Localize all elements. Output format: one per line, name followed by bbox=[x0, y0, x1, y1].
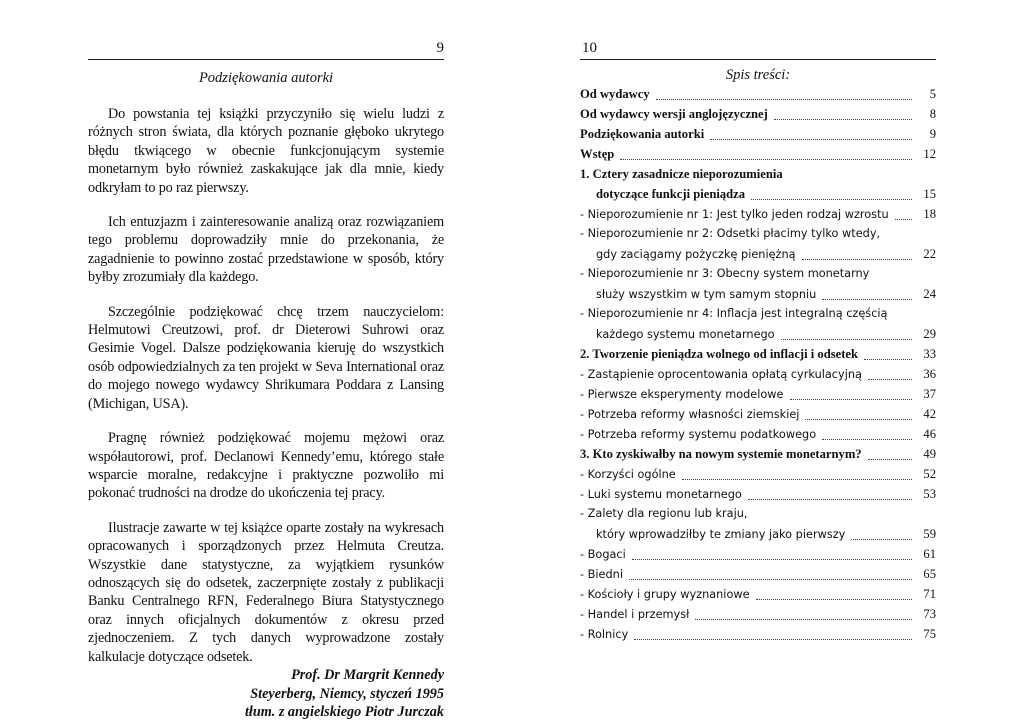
toc-entry-page: 5 bbox=[929, 87, 936, 101]
toc-leader-dots bbox=[864, 350, 912, 360]
toc-entry-label: - Biedni bbox=[580, 568, 623, 581]
toc-entry[interactable] bbox=[580, 544, 936, 564]
toc-entry[interactable] bbox=[580, 624, 936, 644]
toc-entry[interactable] bbox=[580, 84, 936, 104]
toc-entry-page: 75 bbox=[923, 627, 936, 641]
toc-entry-label: - Potrzeba reformy systemu podatkowego bbox=[580, 428, 817, 441]
toc-entry[interactable] bbox=[580, 364, 936, 384]
toc-entry-label: - Zalety dla regionu lub kraju, bbox=[580, 507, 748, 520]
toc-entry-page: 9 bbox=[929, 127, 936, 141]
toc-entry-label: - Kościoły i grupy wyznaniowe bbox=[580, 588, 750, 601]
toc-entry[interactable] bbox=[580, 324, 936, 344]
toc-entry-page: 49 bbox=[923, 447, 936, 461]
paragraph: Szczególnie podziękować chcę trzem nauczycielom: Helmutowi Creutzowi, prof. dr Dieterowi Suhrowi oraz Gesimie Vogel. Dalsze podziękowania kieruję do wszystkich osób odpowiedzialnych za ten projekt w Seva International oraz do mojego nowego wydawcy Shrikumara Poddara z Lansing (Michigan, USA). bbox=[88, 303, 444, 412]
paragraph: Ich entuzjazm i zainteresowanie analizą oraz rozwiązaniem tego problemu doprowadziły mnie do przekonania, że zagadnienie to powinno zostać przedstawione w sposób, który byłby zrozumiały dla każdego. bbox=[88, 214, 444, 286]
toc-leader-dots bbox=[756, 590, 912, 600]
toc-leader-dots bbox=[802, 250, 912, 260]
toc-entry-label: - Nieporozumienie nr 2: Odsetki płacimy tylko wtedy, bbox=[580, 227, 881, 240]
toc-entry-label: - Zastąpienie oprocentowania opłatą cyrkulacyjną bbox=[580, 368, 862, 381]
toc-entry[interactable] bbox=[580, 444, 936, 464]
toc-entry-page: 15 bbox=[923, 187, 936, 201]
toc-entry-label: Wstęp bbox=[580, 147, 615, 161]
toc-leader-dots bbox=[710, 130, 912, 140]
toc-leader-dots bbox=[634, 630, 912, 640]
toc-title: Spis treści: bbox=[725, 67, 791, 83]
toc-leader-dots bbox=[774, 110, 912, 120]
signature-block bbox=[88, 666, 444, 722]
right-header-rule bbox=[580, 59, 936, 60]
toc-entry[interactable] bbox=[580, 164, 936, 184]
paragraph: Pragnę również podziękować mojemu mężowi oraz współautorowi, prof. Declanowi Kennedy’emu, którego stałe wsparcie moralne, redakcyjne i praktyczne pozwoliło mi pokonać trudności na drodze do ukończenia tej pracy. bbox=[88, 430, 444, 502]
acknowledgements-body bbox=[88, 105, 444, 722]
toc-leader-dots bbox=[695, 610, 912, 620]
toc-entry[interactable] bbox=[580, 204, 936, 224]
toc-entry-page: 53 bbox=[923, 487, 936, 501]
toc-entry-page: 37 bbox=[923, 387, 936, 401]
right-page-number: 10 bbox=[582, 40, 597, 56]
toc-entry-page: 61 bbox=[923, 547, 936, 561]
toc-entry-page: 22 bbox=[923, 247, 936, 261]
toc-entry-label: - Rolnicy bbox=[580, 628, 629, 641]
toc-entry-label: - Korzyści ogólne bbox=[580, 468, 676, 481]
toc-entry-label: - Nieporozumienie nr 1: Jest tylko jeden rodzaj wzrostu bbox=[580, 208, 889, 221]
toc-entry-page: 42 bbox=[923, 407, 936, 421]
toc-entry-page: 12 bbox=[923, 147, 936, 161]
paragraph: Do powstania tej książki przyczyniło się wielu ludzi z różnych stron świata, dla których poznanie głęboko ukrytego błędu tkwiącego w obecnie funkcjonującym systemie monetarnym było również zaskakujące jak dla mnie, kiedy odkryłam to po raz pierwszy. bbox=[88, 106, 444, 196]
toc-leader-dots bbox=[620, 150, 912, 160]
toc-leader-dots bbox=[748, 490, 912, 500]
toc-leader-dots bbox=[682, 470, 912, 480]
toc-entry[interactable] bbox=[580, 404, 936, 424]
toc-entry[interactable] bbox=[580, 224, 936, 244]
toc-leader-dots bbox=[895, 210, 912, 220]
toc-entry-label: służy wszystkim w tym samym stopniu bbox=[596, 288, 817, 301]
toc-entry-label: każdego systemu monetarnego bbox=[596, 328, 775, 341]
toc-entry[interactable] bbox=[580, 104, 936, 124]
toc-entry[interactable] bbox=[580, 484, 936, 504]
toc-entry-label: - Nieporozumienie nr 4: Inflacja jest integralną częścią bbox=[580, 307, 888, 320]
toc-leader-dots bbox=[805, 410, 912, 420]
table-of-contents bbox=[580, 84, 936, 644]
toc-leader-dots bbox=[868, 450, 912, 460]
toc-entry[interactable] bbox=[580, 384, 936, 404]
toc-entry[interactable] bbox=[580, 584, 936, 604]
toc-entry[interactable] bbox=[580, 344, 936, 364]
toc-entry-label: - Potrzeba reformy własności ziemskiej bbox=[580, 408, 800, 421]
toc-entry[interactable] bbox=[580, 604, 936, 624]
toc-entry-page: 33 bbox=[923, 347, 936, 361]
left-header-rule bbox=[88, 59, 444, 60]
toc-entry-label: 3. Kto zyskiwałby na nowym systemie monetarnym? bbox=[580, 447, 862, 461]
acknowledgements-title: Podziękowania autorki bbox=[198, 70, 334, 86]
signature-author: Prof. Dr Margrit Kennedy bbox=[291, 666, 444, 683]
toc-entry[interactable] bbox=[580, 464, 936, 484]
toc-entry-page: 36 bbox=[923, 367, 936, 381]
toc-leader-dots bbox=[751, 190, 912, 200]
toc-entry-page: 24 bbox=[923, 287, 936, 301]
toc-entry[interactable] bbox=[580, 564, 936, 584]
toc-entry[interactable] bbox=[580, 424, 936, 444]
toc-entry-label: 1. Cztery zasadnicze nieporozumienia bbox=[580, 167, 783, 181]
paragraph: Ilustracje zawarte w tej książce oparte zostały na wykresach opracowanych i sporządzonych przez Helmuta Creutza. Wszystkie dane statystyczne, za wyjątkiem rysunków odnoszących się do odsetek, zaczerpnięte zostały z publikacji Banku Centralnego RFN, Federalnego Biura Statystycznego oraz innych oficjalnych dokumentów z okresu przed zjednoczeniem. Z tych danych wyprowadzone zostały kalkulacje dotyczące odsetek. bbox=[88, 519, 444, 665]
toc-entry-label: Od wydawcy wersji anglojęzycznej bbox=[580, 107, 768, 121]
toc-entry[interactable] bbox=[580, 184, 936, 204]
toc-entry[interactable] bbox=[580, 264, 936, 284]
toc-entry-label: gdy zaciągamy pożyczkę pieniężną bbox=[596, 248, 796, 261]
toc-leader-dots bbox=[790, 390, 913, 400]
toc-entry-label: dotyczące funkcji pieniądza bbox=[596, 187, 746, 201]
toc-entry[interactable] bbox=[580, 304, 936, 324]
toc-entry-label: Od wydawcy bbox=[580, 87, 650, 101]
toc-entry[interactable] bbox=[580, 284, 936, 304]
toc-entry-page: 18 bbox=[923, 207, 936, 221]
signature-place-date: Steyerberg, Niemcy, styczeń 1995 bbox=[250, 685, 444, 702]
toc-entry-label: - Handel i przemysł bbox=[580, 608, 690, 621]
left-page-number: 9 bbox=[436, 40, 444, 56]
toc-entry-label: - Bogaci bbox=[580, 548, 626, 561]
toc-entry-page: 52 bbox=[923, 467, 936, 481]
toc-leader-dots bbox=[781, 330, 912, 340]
toc-entry-label: który wprowadziłby te zmiany jako pierwszy bbox=[596, 528, 846, 541]
toc-leader-dots bbox=[822, 430, 912, 440]
toc-entry-label: - Nieporozumienie nr 3: Obecny system monetarny bbox=[580, 267, 870, 280]
toc-leader-dots bbox=[851, 530, 912, 540]
toc-entry-page: 46 bbox=[923, 427, 936, 441]
toc-entry-page: 29 bbox=[923, 327, 936, 341]
toc-entry[interactable] bbox=[580, 244, 936, 264]
toc-entry-page: 71 bbox=[923, 587, 936, 601]
toc-entry[interactable] bbox=[580, 124, 936, 144]
toc-entry[interactable] bbox=[580, 504, 936, 524]
toc-entry-label: - Luki systemu monetarnego bbox=[580, 488, 742, 501]
toc-entry-page: 73 bbox=[923, 607, 936, 621]
toc-leader-dots bbox=[656, 90, 912, 100]
toc-entry[interactable] bbox=[580, 524, 936, 544]
toc-leader-dots bbox=[629, 570, 912, 580]
toc-entry-label: - Pierwsze eksperymenty modelowe bbox=[580, 388, 784, 401]
toc-entry-page: 65 bbox=[923, 567, 936, 581]
signature-translator: tłum. z angielskiego Piotr Jurczak bbox=[244, 704, 444, 721]
toc-entry-page: 59 bbox=[923, 527, 936, 541]
toc-leader-dots bbox=[822, 290, 912, 300]
toc-entry[interactable] bbox=[580, 144, 936, 164]
toc-leader-dots bbox=[868, 370, 912, 380]
toc-leader-dots bbox=[632, 550, 912, 560]
toc-entry-label: Podziękowania autorki bbox=[580, 127, 705, 141]
toc-entry-page: 8 bbox=[929, 107, 936, 121]
toc-entry-label: 2. Tworzenie pieniądza wolnego od inflacji i odsetek bbox=[580, 347, 858, 361]
